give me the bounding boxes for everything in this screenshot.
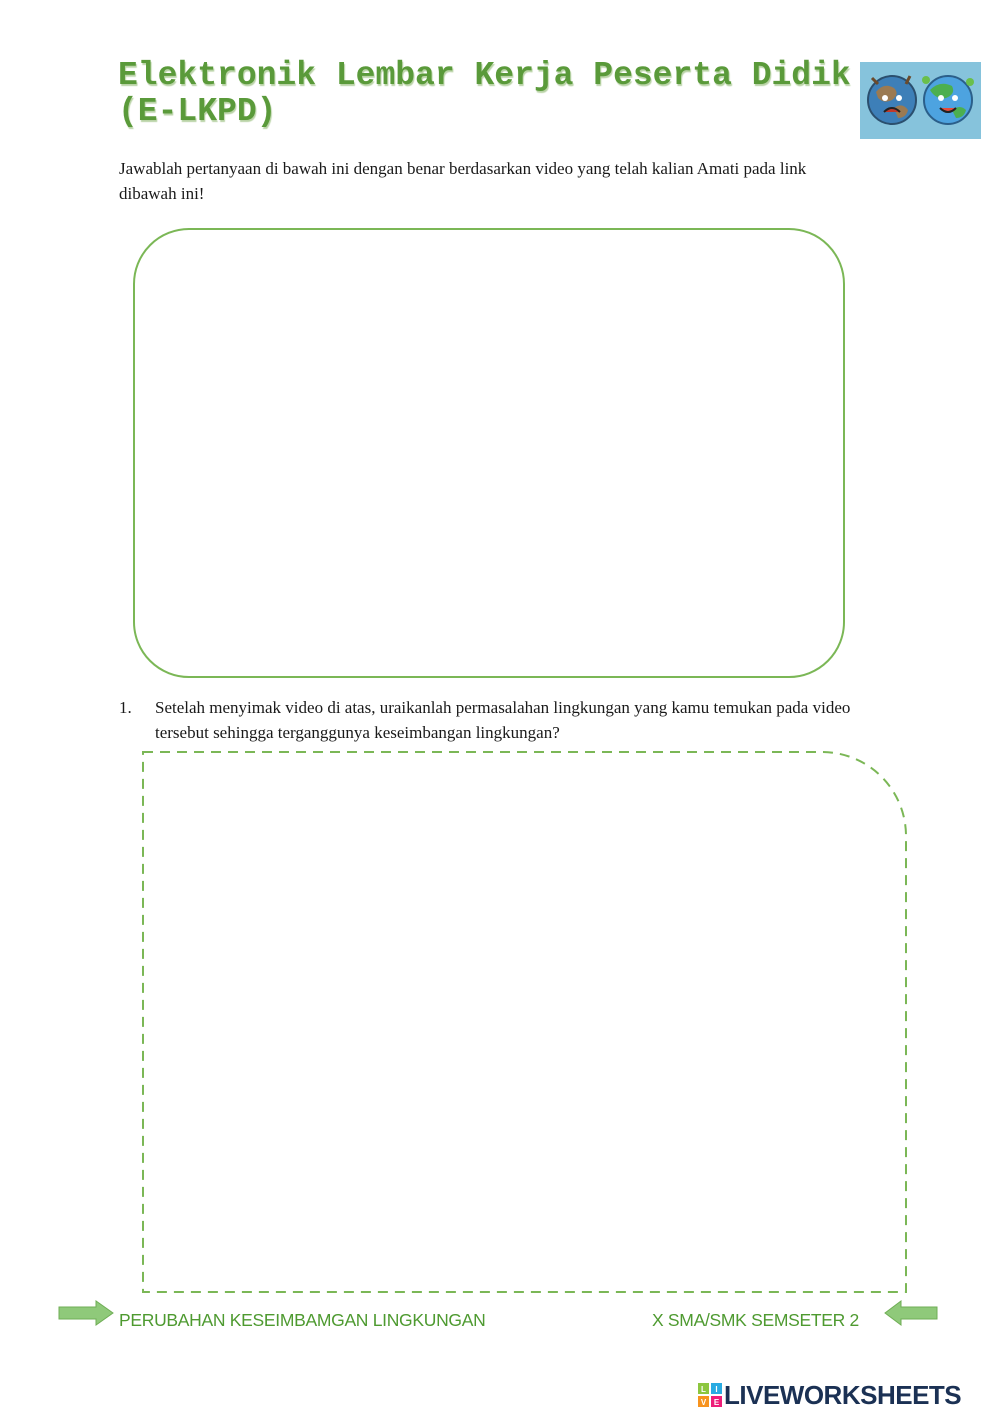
title-line-1: Elektronik Lembar Kerja Peserta Didik: [118, 57, 851, 94]
video-embed-frame[interactable]: [133, 228, 845, 678]
arrow-left-icon: [884, 1300, 938, 1326]
liveworksheets-badge-icon: [698, 1383, 722, 1407]
earth-illustration-svg: [860, 62, 981, 139]
footer-topic: PERUBAHAN KESEIMBAMGAN LINGKUNGAN: [119, 1310, 486, 1330]
earth-illustration: [860, 62, 981, 139]
liveworksheets-logo: [698, 1378, 961, 1412]
page-title: [118, 58, 851, 130]
svg-text:V: V: [700, 1398, 707, 1407]
question-1: [119, 695, 879, 745]
question-number: 1.: [119, 698, 132, 717]
svg-text:E: E: [713, 1398, 720, 1407]
instructions: Jawablah pertanyaan di bawah ini dengan benar berdasarkan video yang telah kalian Amati pada link dibawah ini!: [119, 159, 807, 203]
svg-text:L: L: [701, 1385, 706, 1394]
answer-box-border[interactable]: [143, 752, 906, 1292]
liveworksheets-wordmark: LIVEWORKSHEETS: [724, 1379, 962, 1410]
arrow-right-icon: [58, 1300, 114, 1326]
happy-earth-icon: [922, 76, 974, 124]
title-line-2: (E-LKPD): [118, 93, 277, 130]
sad-earth-icon: [868, 76, 916, 124]
footer-class: X SMA/SMK SEMSETER 2: [652, 1310, 859, 1330]
question-text: Setelah menyimak video di atas, uraikanlah permasalahan lingkungan yang kamu temukan pada video tersebut sehingga terganggunya keseimbangan lingkungan?: [155, 698, 851, 742]
svg-text:I: I: [715, 1385, 718, 1394]
